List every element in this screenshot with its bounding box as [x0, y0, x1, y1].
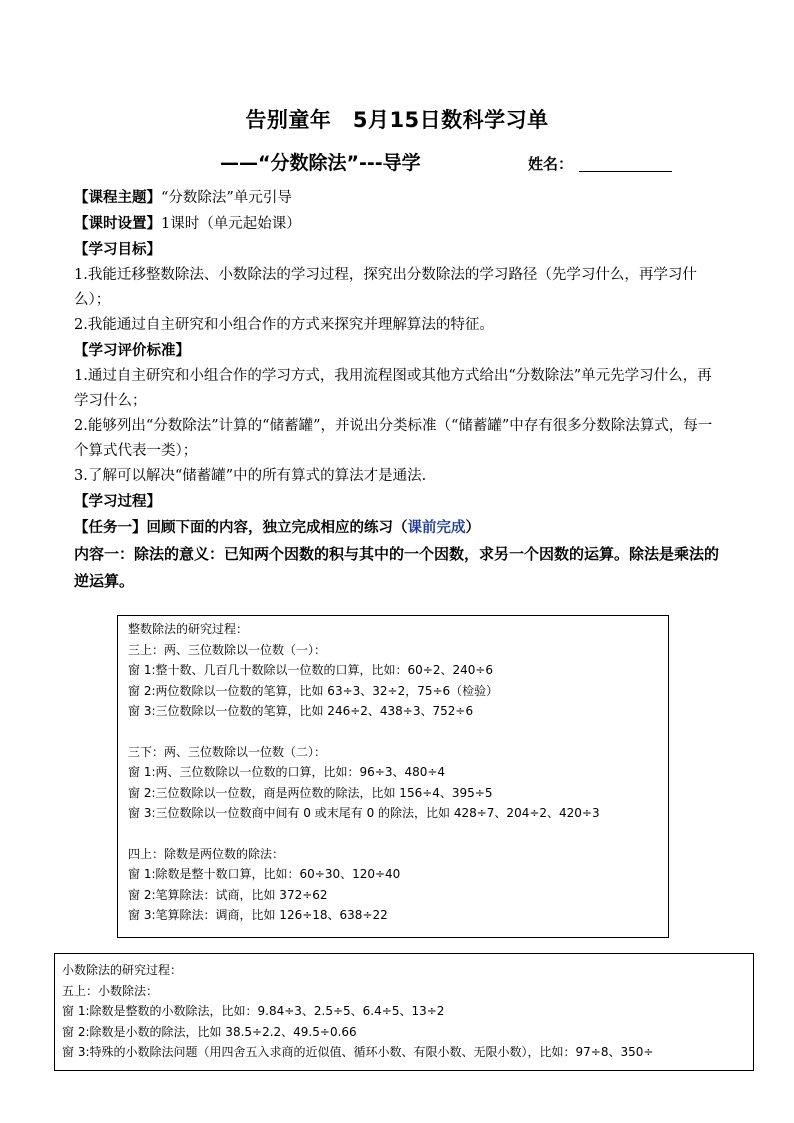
group1-line-2: 窗 2:两位数除以一位数的笔算，比如 63÷3、32÷2，75÷6（检验）	[128, 683, 499, 698]
worksheet-body	[74, 185, 726, 595]
process-label: 【学习过程】	[74, 493, 161, 510]
decimal-line-2: 窗 2:除数是小数的除法，比如 38.5÷2.2、49.5÷0.66	[62, 1024, 357, 1039]
content1-text: 内容一：除法的意义：已知两个因数的积与其中的一个因数，求另一个因数的运算。除法是乘法的逆运算。	[74, 545, 720, 590]
task1-highlight: 课前完成	[407, 519, 466, 536]
group3-line-1: 窗 1:除数是整十数口算，比如：60÷30、120÷40	[128, 867, 401, 881]
period-line	[74, 211, 726, 237]
name-blank-line	[579, 171, 672, 172]
page-title: 告别童年 5月15日数科学习单	[245, 108, 549, 132]
period-value: 1课时（单元起始课）	[161, 216, 301, 232]
goal-item-2: 2.我能通过自主研究和小组合作的方式来探究并理解算法的特征。	[74, 317, 494, 333]
page-subtitle: ——“分数除法”---导学	[220, 152, 421, 174]
group3-line-2: 窗 2:笔算除法：试商，比如 372÷62	[128, 887, 328, 902]
goals-heading	[74, 237, 726, 263]
group2-line-2: 窗 2:三位数除以一位数，商是两位数的除法，比如 156÷4、395÷5	[128, 785, 493, 800]
group3-line-3: 窗 3:笔算除法：调商，比如 126÷18、638÷22	[128, 908, 388, 922]
topic-line	[74, 185, 726, 211]
group1-title: 三上：两、三位数除以一位数（一）：	[128, 642, 327, 657]
decimal-box-heading: 小数除法的研究过程：	[62, 963, 183, 977]
group2-line-3: 窗 3:三位数除以一位数商中间有 0 或末尾有 0 的除法，比如 428÷7、204÷2、420÷3	[128, 806, 600, 820]
group2-line-1: 窗 1:两、三位数除以一位数的口算，比如：96÷3、480÷4	[128, 765, 446, 779]
group1-line-3: 窗 3:三位数除以一位数的笔算，比如 246÷2、438÷3、752÷6	[128, 704, 474, 718]
decimal-line-1: 窗 1:除数是整数的小数除法，比如：9.84÷3、2.5÷5、6.4÷5、13÷2	[62, 1004, 445, 1018]
period-label: 【课时设置】	[74, 215, 161, 232]
topic-value: “分数除法”单元引导	[161, 190, 292, 206]
task1-close: ）	[465, 519, 480, 536]
spacer	[128, 722, 668, 742]
decimal-title: 五上：小数除法：	[62, 983, 159, 998]
group3-title: 四上：除数是两位数的除法：	[128, 846, 285, 861]
criteria-label: 【学习评价标准】	[74, 342, 190, 359]
group1-line-1: 窗 1:整十数、几百几十数除以一位数的口算，比如：60÷2、240÷6	[128, 663, 494, 677]
criteria-item-1: 1.通过自主研究和小组合作的学习方式，我用流程图或其他方式给出“分数除法”单元先学习什么，再学习什么；	[74, 368, 712, 409]
group2-title: 三下：两、三位数除以一位数（二）：	[128, 744, 327, 759]
task1-text: 回顾下面的内容，独立完成相应的练习（	[146, 519, 408, 536]
goals-label: 【学习目标】	[74, 241, 161, 258]
integer-division-box	[117, 615, 669, 938]
name-label: 姓名：	[528, 155, 574, 173]
criteria-item-3: 3.了解可以解决“储蓄罐”中的所有算式的算法才是通法.	[74, 468, 427, 484]
criteria-item-2: 2.能够列出“分数除法”计算的“储蓄罐”，并说出分类标准（“储蓄罐”中存有很多分数除法算式，每一个算式代表一类）；	[74, 418, 713, 459]
integer-box-heading: 整数除法的研究过程：	[128, 622, 249, 636]
spacer	[128, 824, 668, 844]
task1-label: 【任务一】	[74, 519, 147, 536]
decimal-line-3: 窗 3:特殊的小数除法问题（用四舍五入求商的近似值、循环小数、有限小数、无限小数），比如：97÷8、350÷	[62, 1045, 654, 1059]
process-heading	[74, 489, 726, 515]
topic-label: 【课程主题】	[74, 189, 161, 206]
criteria-heading	[74, 338, 726, 364]
task1-line	[74, 515, 726, 541]
decimal-division-box	[54, 953, 754, 1071]
goal-item-1: 1.我能迁移整数除法、小数除法的学习过程，探究出分数除法的学习路径（先学习什么，再学习什么）；	[74, 267, 697, 308]
